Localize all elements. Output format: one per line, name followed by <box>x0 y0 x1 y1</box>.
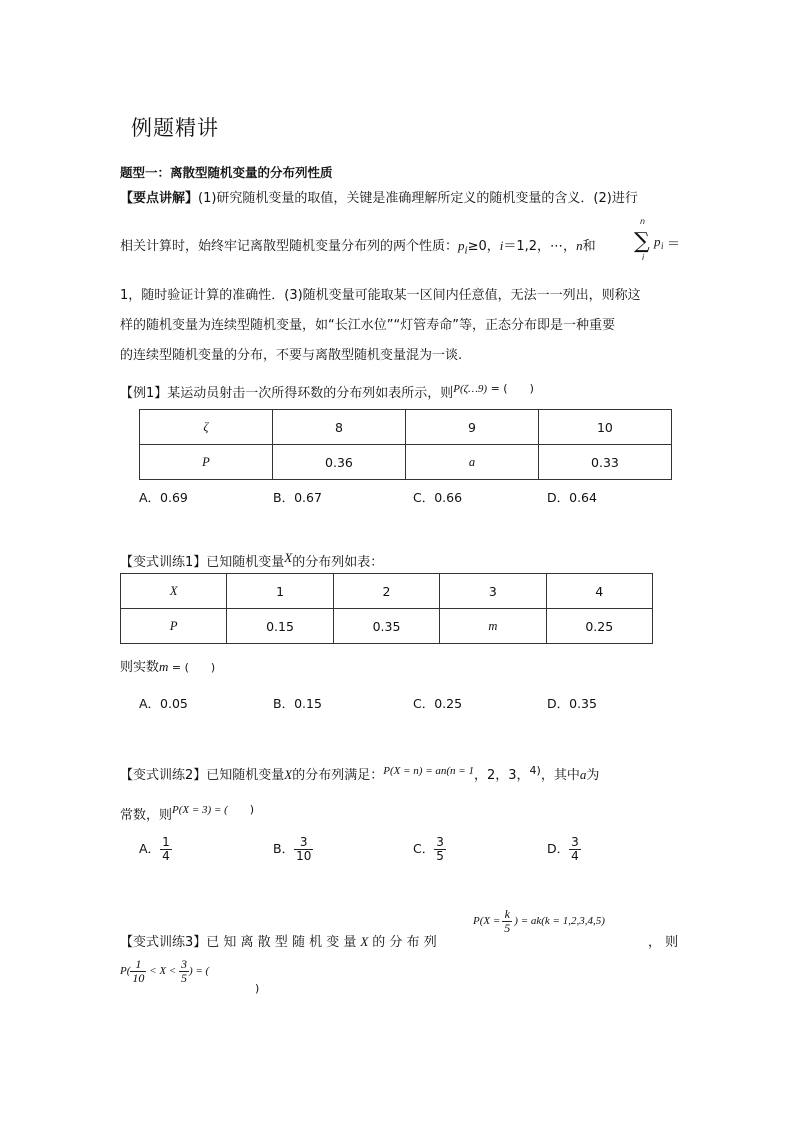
training-2-var-a: a <box>579 767 587 782</box>
training-2-prompt <box>120 804 254 823</box>
training-1-question <box>120 551 383 570</box>
p-symbol: p <box>458 238 465 253</box>
expression-part: < X < <box>146 965 179 978</box>
summation-formula <box>634 217 682 265</box>
training-1-option-d[interactable]: D．0.35 <box>547 696 597 711</box>
expression-part: ) = ak(k = 1,2,3,4,5) <box>514 915 605 928</box>
example-1-option-b[interactable]: B．0.67 <box>273 490 322 505</box>
fraction-denominator: 10 <box>296 849 312 864</box>
sum-upper-limit: n <box>640 217 646 226</box>
keypoints-label: 【要点讲解】 <box>120 191 199 206</box>
training-1-table <box>120 573 653 644</box>
example-1-answer-blank: = ( ) <box>487 382 534 395</box>
i-symbol: i <box>499 238 504 253</box>
training-2-var: X <box>284 767 293 782</box>
training-2-answer-blank: ) <box>227 803 255 816</box>
table-cell: 0.33 <box>538 445 671 480</box>
option-fraction <box>294 836 313 863</box>
table-cell: 3 <box>440 574 546 609</box>
training-1-option-a[interactable]: A．0.05 <box>139 696 188 711</box>
keypoints-range: ＝1,2，⋯， <box>503 239 577 254</box>
training-2-text-c: ，其中 <box>540 768 580 783</box>
table-cell: 1 <box>227 574 333 609</box>
example-1-expression: P(ζ…9) <box>453 383 488 395</box>
training-2-question <box>120 764 599 783</box>
table-row <box>140 410 672 445</box>
option-fraction <box>434 836 446 863</box>
training-3-prompt <box>120 958 209 985</box>
training-1-answer-blank: = ( ) <box>168 661 216 674</box>
table-cell: a <box>405 445 538 480</box>
fraction-numerator: 1 <box>130 958 146 972</box>
training-2-expression: P(X = n) = an(n = 1 <box>383 765 474 777</box>
sum-p-subscript: i <box>661 241 664 251</box>
fraction-denominator: 4 <box>571 849 579 864</box>
example-1-option-a[interactable]: A．0.69 <box>139 490 188 505</box>
keypoints-line-2 <box>120 235 596 257</box>
table-cell: m <box>440 609 546 644</box>
option-fraction <box>160 836 172 863</box>
table-cell: P <box>121 609 227 644</box>
example-1-question <box>120 382 534 401</box>
training-2-prompt-expression: P(X = 3) = ( <box>172 804 228 816</box>
training-2-option-d[interactable] <box>547 836 581 863</box>
table-row <box>121 574 653 609</box>
training-1-prompt-var: m <box>159 659 169 674</box>
training-1-var: X <box>284 550 293 565</box>
training-1-option-c[interactable]: C．0.25 <box>413 696 463 711</box>
table-cell: 0.35 <box>333 609 439 644</box>
table-cell: ζ <box>140 410 273 445</box>
keypoints-line-1 <box>120 187 638 206</box>
example-1-option-d[interactable]: D．0.64 <box>547 490 597 505</box>
option-letter: A． <box>139 841 161 857</box>
fraction-denominator: 5 <box>436 849 444 864</box>
page-title: 例题精讲 <box>131 116 219 140</box>
three-fifths-fraction <box>179 958 189 985</box>
training-2-option-c[interactable] <box>413 836 446 863</box>
training-3-expression <box>473 908 605 935</box>
training-1-prompt <box>120 656 215 675</box>
training-1-text: 已知随机变量 <box>206 555 285 570</box>
training-3-text-b: 的 分 布 列 <box>372 935 437 950</box>
table-cell: 0.25 <box>546 609 652 644</box>
training-3-text-c: ， 则 <box>648 935 679 950</box>
fraction-denominator: 5 <box>504 921 511 936</box>
one-tenth-fraction <box>130 958 146 985</box>
fraction-numerator: 1 <box>162 835 170 849</box>
keypoints-line-3: 1，随时验证计算的准确性．(3)随机变量可能取某一区间内任意值，无法一一列出，则称这 <box>120 288 641 303</box>
training-2-text-b: 的分布列满足： <box>292 768 384 783</box>
keypoints-line-4: 样的随机变量为连续型随机变量，如“长江水位”“灯管寿命”等，正态分布即是一种重要 <box>120 318 615 333</box>
k-over-5-fraction <box>502 908 512 935</box>
table-cell: 2 <box>333 574 439 609</box>
fraction-denominator: 5 <box>180 971 187 986</box>
n-symbol: n <box>576 238 583 253</box>
training-2-text: 已知随机变量 <box>206 768 285 783</box>
training-2-prompt-text: 常数，则 <box>120 808 173 823</box>
training-2-expression-b: ，2，3， <box>473 768 530 783</box>
option-letter: D． <box>547 841 570 857</box>
example-1-text: 某运动员射击一次所得环数的分布列如表所示，则 <box>167 386 454 401</box>
p-subscript: i <box>464 244 468 257</box>
keypoints-line-5: 的连续型随机变量的分布，不要与离散型随机变量混为一谈. <box>120 348 463 363</box>
keypoints-and: 和 <box>582 239 596 254</box>
training-1-text-tail: 的分布列如表： <box>292 555 384 570</box>
training-3-answer-blank-close: ) <box>255 982 260 995</box>
table-row <box>121 609 653 644</box>
training-1-prompt-text: 则实数 <box>120 660 160 675</box>
training-2-option-a[interactable] <box>139 836 172 863</box>
table-cell: 4 <box>546 574 652 609</box>
training-2-label: 【变式训练2】 <box>120 768 207 783</box>
training-3-text: 已 知 离 散 型 随 机 变 量 <box>206 935 357 950</box>
sum-equals: ＝ <box>667 237 681 252</box>
fraction-denominator: 4 <box>162 849 170 864</box>
option-fraction <box>569 836 581 863</box>
sum-p: p <box>654 234 661 249</box>
training-3-var: X <box>360 934 369 949</box>
fraction-numerator: 3 <box>436 835 444 849</box>
fraction-numerator: 3 <box>180 957 187 971</box>
training-2-expression-c: 4) <box>529 764 541 777</box>
training-3-question <box>120 931 437 950</box>
keypoints-text-1: (1)研究随机变量的取值，关键是准确理解所定义的随机变量的含义．(2)进行 <box>198 191 638 206</box>
training-2-text-d: 为 <box>586 768 600 783</box>
option-letter: C． <box>413 841 435 857</box>
training-3-label: 【变式训练3】 <box>120 935 207 950</box>
keypoints-text-2: 相关计算时，始终牢记离散型随机变量分布列的两个性质： <box>120 239 459 254</box>
option-letter: B． <box>273 841 295 857</box>
example-1-option-c[interactable]: C．0.66 <box>413 490 463 505</box>
table-cell: 0.15 <box>227 609 333 644</box>
table-cell: 9 <box>405 410 538 445</box>
table-row <box>140 445 672 480</box>
table-cell: P <box>140 445 273 480</box>
example-1-table <box>139 409 672 480</box>
fraction-numerator: k <box>502 908 512 922</box>
keypoints-ge0: ≥0， <box>467 239 500 254</box>
section-heading: 题型一：离散型随机变量的分布列性质 <box>120 165 333 180</box>
training-2-option-b[interactable] <box>273 836 313 863</box>
table-cell: 8 <box>272 410 405 445</box>
training-1-option-b[interactable]: B．0.15 <box>273 696 322 711</box>
expression-part: P( <box>120 965 131 978</box>
sum-lower-limit: i <box>642 253 645 262</box>
training-1-label: 【变式训练1】 <box>120 555 207 570</box>
expression-part: ) = ( <box>188 965 210 978</box>
fraction-numerator: 3 <box>294 836 313 850</box>
sigma-symbol: ∑ <box>634 229 650 254</box>
table-cell: 10 <box>538 410 671 445</box>
expression-part: P(X = <box>473 915 501 928</box>
table-cell: 0.36 <box>272 445 405 480</box>
table-cell: X <box>121 574 227 609</box>
example-1-label: 【例1】 <box>120 386 168 401</box>
fraction-denominator: 10 <box>132 971 145 986</box>
fraction-numerator: 3 <box>571 835 579 849</box>
